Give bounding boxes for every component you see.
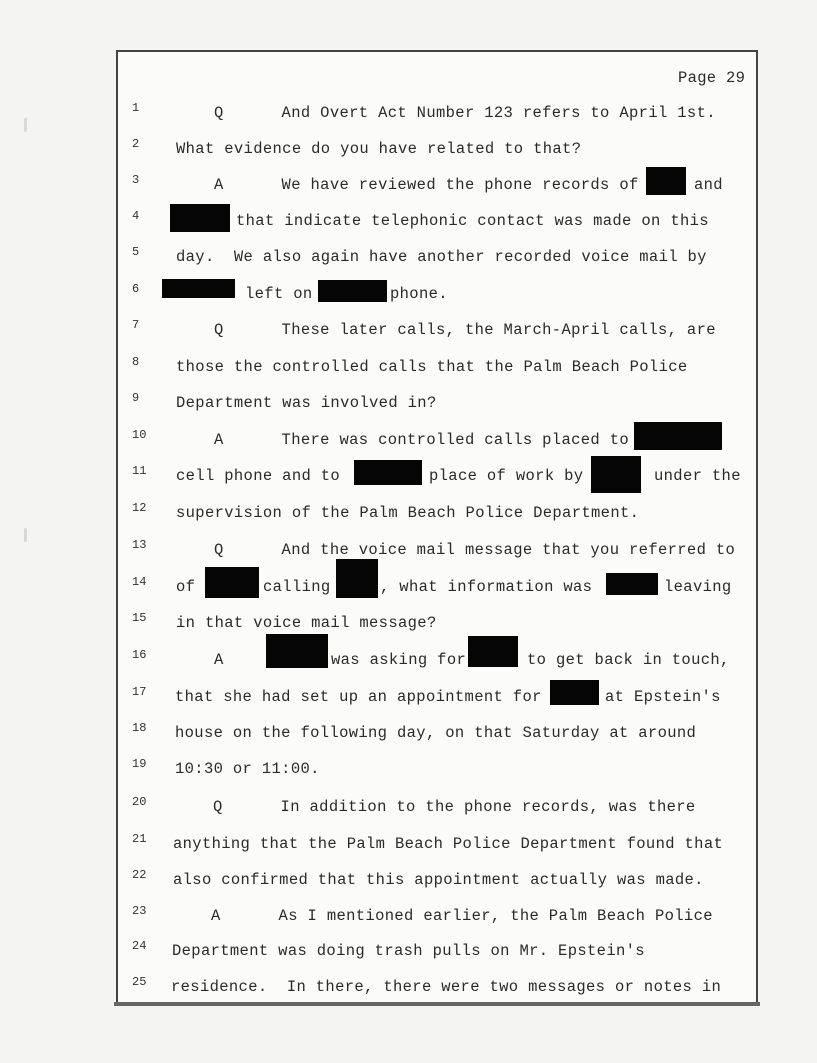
line-text: Q And Overt Act Number 123 refers to April 1st. bbox=[214, 104, 716, 122]
line-text: in that voice mail message? bbox=[176, 614, 437, 632]
line-text: under the bbox=[654, 467, 741, 485]
redaction-box bbox=[318, 280, 387, 302]
transcript-line bbox=[0, 611, 817, 635]
line-text: at Epstein's bbox=[605, 688, 721, 706]
line-number: 10 bbox=[132, 428, 147, 442]
redaction-box bbox=[266, 634, 328, 668]
line-number: 13 bbox=[132, 538, 147, 552]
line-text: Q And the voice mail message that you referred to bbox=[214, 541, 736, 559]
redaction-box bbox=[170, 204, 230, 232]
line-text: A We have reviewed the phone records of bbox=[214, 176, 639, 194]
transcript-line bbox=[0, 355, 817, 379]
redaction-box bbox=[634, 422, 722, 450]
line-number: 19 bbox=[132, 757, 147, 771]
transcript-line bbox=[0, 939, 817, 963]
line-number: 11 bbox=[132, 464, 147, 478]
line-number: 15 bbox=[132, 611, 147, 625]
line-text: What evidence do you have related to that? bbox=[176, 140, 582, 158]
line-text: leaving bbox=[664, 578, 732, 596]
line-text: that she had set up an appointment for bbox=[175, 688, 542, 706]
redaction-box bbox=[162, 279, 235, 298]
line-number: 20 bbox=[132, 795, 147, 809]
transcript-line bbox=[0, 209, 817, 233]
transcript-line bbox=[0, 137, 817, 161]
transcript-line bbox=[0, 391, 817, 415]
transcript-line bbox=[0, 101, 817, 125]
transcript-line bbox=[0, 721, 817, 745]
page-number: Page 29 bbox=[678, 69, 746, 87]
redaction-box bbox=[336, 559, 378, 598]
line-number: 18 bbox=[132, 721, 147, 735]
redaction-box bbox=[205, 567, 259, 598]
line-number: 2 bbox=[132, 137, 140, 151]
line-text: Department was doing trash pulls on Mr. Epstein's bbox=[172, 942, 645, 960]
line-text: and bbox=[694, 176, 723, 194]
line-text: , what information was bbox=[380, 578, 593, 596]
line-number: 12 bbox=[132, 501, 147, 515]
line-number: 7 bbox=[132, 318, 140, 332]
line-number: 3 bbox=[132, 173, 140, 187]
line-text: A As I mentioned earlier, the Palm Beach Police bbox=[211, 907, 713, 925]
redaction-box bbox=[591, 456, 641, 493]
transcript-line bbox=[0, 245, 817, 269]
line-text: day. We also again have another recorded voice mail by bbox=[176, 248, 707, 266]
line-text: 10:30 or 11:00. bbox=[175, 760, 320, 778]
line-number: 4 bbox=[132, 209, 140, 223]
transcript-line bbox=[0, 501, 817, 525]
transcript-line bbox=[0, 975, 817, 999]
line-text: of bbox=[176, 578, 196, 596]
transcript-line bbox=[0, 282, 817, 306]
transcript-line bbox=[0, 904, 817, 928]
line-number: 22 bbox=[132, 868, 147, 882]
line-text: residence. In there, there were two messages or notes in bbox=[171, 978, 722, 996]
transcript-line bbox=[0, 648, 817, 672]
line-text: calling bbox=[263, 578, 331, 596]
line-text: that indicate telephonic contact was made on this bbox=[236, 212, 709, 230]
line-number: 16 bbox=[132, 648, 147, 662]
line-text: house on the following day, on that Saturday at around bbox=[175, 724, 697, 742]
transcript-line bbox=[0, 868, 817, 892]
line-number: 14 bbox=[132, 575, 147, 589]
line-text: Q In addition to the phone records, was there bbox=[213, 798, 696, 816]
redaction-box bbox=[468, 636, 518, 667]
redaction-box bbox=[646, 167, 686, 195]
transcript-line bbox=[0, 318, 817, 342]
line-number: 25 bbox=[132, 975, 147, 989]
line-number: 24 bbox=[132, 939, 147, 953]
transcript-line bbox=[0, 757, 817, 781]
line-text: left on bbox=[245, 285, 313, 303]
line-text: Department was involved in? bbox=[176, 394, 437, 412]
line-text: those the controlled calls that the Palm Beach Police bbox=[176, 358, 688, 376]
transcript-line bbox=[0, 832, 817, 856]
line-text: supervision of the Palm Beach Police Department. bbox=[176, 504, 640, 522]
line-number: 9 bbox=[132, 391, 140, 405]
transcript-line bbox=[0, 795, 817, 819]
line-text: A There was controlled calls placed to bbox=[214, 431, 630, 449]
line-text: also confirmed that this appointment actually was made. bbox=[173, 871, 704, 889]
line-text: was asking for bbox=[331, 651, 467, 669]
line-number: 8 bbox=[132, 355, 140, 369]
transcript-line bbox=[0, 575, 817, 599]
redaction-box bbox=[354, 460, 422, 485]
transcript-line bbox=[0, 173, 817, 197]
line-number: 1 bbox=[132, 101, 140, 115]
line-text: anything that the Palm Beach Police Department found that bbox=[173, 835, 724, 853]
redaction-box bbox=[550, 680, 599, 705]
line-text: A bbox=[214, 651, 224, 669]
line-text: cell phone and to bbox=[176, 467, 341, 485]
frame-bottom-border bbox=[114, 1002, 760, 1006]
redaction-box bbox=[606, 573, 658, 595]
line-number: 21 bbox=[132, 832, 147, 846]
line-text: phone. bbox=[390, 285, 448, 303]
line-text: Q These later calls, the March-April calls, are bbox=[214, 321, 716, 339]
transcript-line bbox=[0, 538, 817, 562]
line-number: 23 bbox=[132, 904, 147, 918]
line-number: 5 bbox=[132, 245, 140, 259]
line-number: 6 bbox=[132, 282, 140, 296]
line-text: place of work by bbox=[429, 467, 584, 485]
transcript-line bbox=[0, 685, 817, 709]
line-number: 17 bbox=[132, 685, 147, 699]
line-text: to get back in touch, bbox=[527, 651, 730, 669]
